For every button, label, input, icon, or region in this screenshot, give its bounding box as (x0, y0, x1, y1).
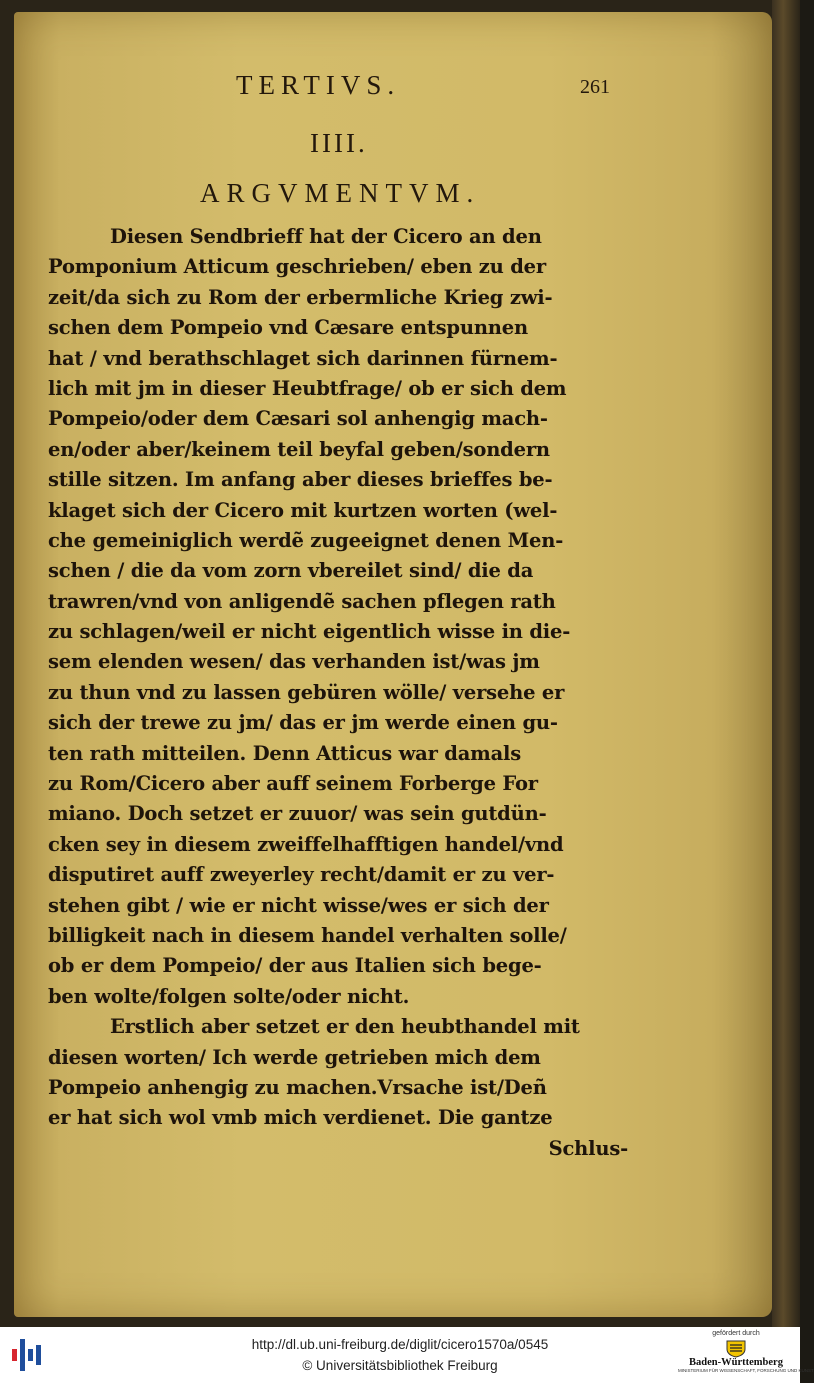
text-line: Pompeio anhengig zu machen.Vrsache ist/Deñ (48, 1075, 547, 1099)
page-heading: ARGVMENTVM. (200, 178, 481, 208)
text-line: Diesen Sendbrieff hat der Cicero an den (110, 225, 542, 248)
body-text (48, 222, 628, 1164)
text-line: diesen worten/ Ich werde getrieben mich dem (48, 1045, 541, 1069)
text-line: sich der trewe zu jm/ das er jm werde einen gu- (48, 711, 558, 735)
text-line: schen / die da vom zorn vbereilet sind/ die da (48, 559, 534, 583)
text-line: ten rath mitteilen. Denn Atticus war damals (48, 741, 521, 765)
text-line: er hat sich wol vmb mich verdienet. Die gantze (48, 1106, 553, 1130)
text-line: ben wolte/folgen solte/oder nicht. (48, 984, 410, 1008)
text-line: stille sitzen. Im anfang aber dieses brieffes be- (48, 468, 553, 492)
text-line: lich mit jm in dieser Heubtfrage/ ob er sich dem (48, 376, 567, 400)
text-line: klaget sich der Cicero mit kurtzen worten (wel- (48, 498, 558, 522)
copyright-notice: © Universitätsbibliothek Freiburg (302, 1358, 498, 1373)
text-line: billigkeit nach in diesem handel verhalten solle/ (48, 923, 567, 947)
text-line: sem elenden wesen/ das verhanden ist/was jm (48, 650, 540, 674)
folio-number: 261 (580, 76, 610, 98)
viewer-footer (0, 1327, 814, 1383)
sponsor-label: gefördert durch (712, 1330, 760, 1337)
document-url[interactable]: http://dl.ub.uni-freiburg.de/diglit/cicero1570a/0545 (251, 1337, 549, 1352)
text-line: miano. Doch setzet er zuuor/ was sein gutdün- (48, 802, 547, 826)
sponsor-name: Baden-Württemberg (689, 1357, 783, 1368)
running-title: TERTIVS. (236, 70, 401, 100)
text-line: Erstlich aber setzet er den heubthandel mit (110, 1015, 580, 1039)
text-line: Schlus- (548, 1136, 628, 1160)
running-head (14, 70, 772, 110)
text-line: cken sey in diesem zweiffelhafftigen handel/vnd (48, 832, 564, 856)
text-line: en/oder aber/keinem teil beyfal geben/sondern (48, 437, 550, 461)
text-line: Pomponium Atticum geschrieben/ eben zu der (48, 255, 546, 279)
page-edge (772, 0, 800, 1327)
text-line: schen dem Pompeio vnd Cæsare entspunnen (48, 316, 528, 340)
text-line: stehen gibt / wie er nicht wisse/wes er sich der (48, 893, 549, 917)
text-line: che gemeiniglich werdẽ zugeeignet denen Men- (48, 528, 564, 552)
text-line: zu Rom/Cicero aber auff seinem Forberge For (48, 772, 538, 796)
sponsor-ministry: MINISTERIUM FÜR WISSENSCHAFT, FORSCHUNG UND KUNST (678, 1368, 814, 1373)
text-line: zu schlagen/weil er nicht eigentlich wisse in die- (48, 620, 571, 644)
text-line: trawren/vnd von anligendẽ sachen pflegen rath (48, 589, 556, 613)
text-line: hat / vnd berathschlaget sich darinnen fürnem- (48, 346, 558, 370)
text-line: zeit/da sich zu Rom der erbermliche Krieg zwi- (48, 285, 553, 309)
text-line: disputiret auff zweyerley recht/damit er zu ver- (48, 863, 555, 887)
section-number: IIII. (310, 128, 368, 158)
text-line: zu thun vnd zu lassen gebüren wölle/ versehe er (48, 680, 565, 704)
book-page (14, 12, 772, 1317)
text-line: Pompeio/oder dem Cæsari sol anhengig mach- (48, 407, 548, 431)
sponsor-logo (678, 1329, 814, 1381)
text-line: ob er dem Pompeio/ der aus Italien sich bege- (48, 954, 542, 978)
state-crest-icon (723, 1339, 749, 1357)
